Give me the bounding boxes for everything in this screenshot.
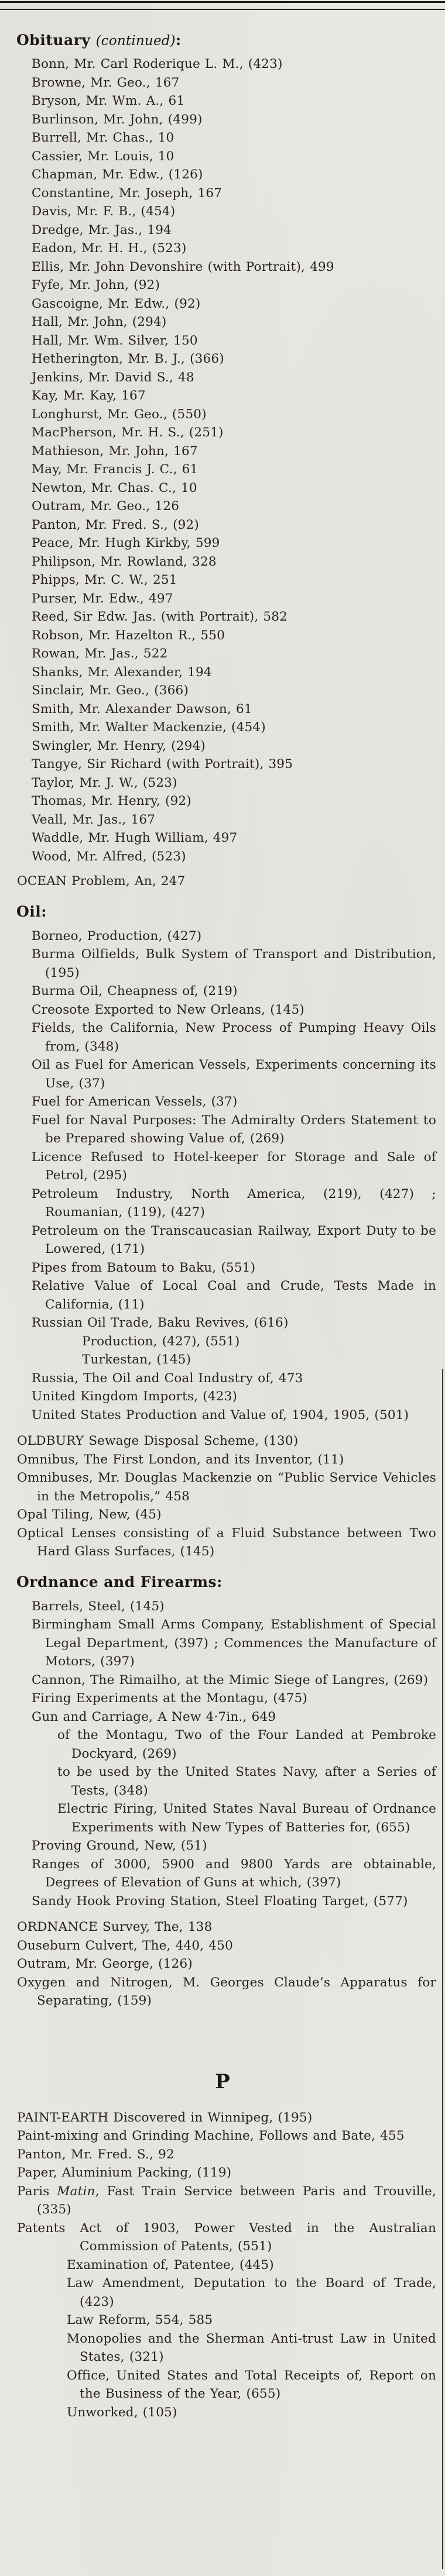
index-entry: Opal Tiling, New, (45) [17,1507,162,1522]
index-entry: Cannon, The Rimailho, at the Mimic Siege of Langres, (269) [32,1672,429,1688]
top-rule-thick [0,1,445,3]
section-ordnance [0,1572,445,1911]
index-entry [0,2182,445,2219]
index-entry: Office, United States and Total Receipts of, Report on the Business of the Year, (655) [67,2368,436,2401]
index-entry: OCEAN Problem, An, 247 [17,874,186,888]
index-entry: to be used by the United States Navy, after a Series of Tests, (348) [57,1765,436,1798]
index-entry: Law Reform, 554, 585 [67,2313,213,2327]
index-entry: MacPherson, Mr. H. S., (251) [32,425,224,440]
index-entry: Outram, Mr. George, (126) [17,1957,193,1971]
index-entry: Pipes from Batoum to Baku, (551) [32,1260,256,1275]
column-divider-rule [442,1369,443,2569]
index-entry: Burrell, Mr. Chas., 10 [32,130,174,145]
index-entry: Proving Ground, New, (51) [32,1838,207,1853]
index-entry: Hall, Mr. John, (294) [32,315,167,329]
index-entry: Smith, Mr. Walter Mackenzie, (454) [32,720,266,735]
index-entry: Burma Oilfields, Bulk System of Transport and Distribution, (195) [32,947,436,980]
index-entry: Production, (427), (551) [82,1334,240,1349]
index-entry: Swingler, Mr. Henry, (294) [32,738,206,753]
index-entry: Firing Experiments at the Montagu, (475) [32,1691,308,1706]
section-oil [0,902,445,1425]
index-entry: Fields, the California, New Process of Pumping Heavy Oils from, (348) [32,1021,436,1054]
index-entry: Examination of, Patentee, (445) [67,2257,274,2272]
index-entry: Barrels, Steel, (145) [32,1599,165,1614]
index-entry: Browne, Mr. Geo., 167 [32,75,180,90]
index-entry: Gun and Carriage, A New 4·7in., 649 [32,1709,276,1724]
index-entry: Licence Refused to Hotel-keeper for Storage and Sale of Petrol, (295) [32,1149,436,1183]
index-entry: Petroleum Industry, North America, (219), (427) ; Roumanian, (119), (427) [32,1186,436,1220]
section-letter-p [0,2070,445,2093]
index-entry: Waddle, Mr. Hugh William, 497 [32,831,238,845]
index-entry: Paper, Aluminium Packing, (119) [17,2165,232,2180]
index-entry: Creosote Exported to New Orleans, (145) [32,1002,305,1017]
index-entry: Wood, Mr. Alfred, (523) [32,849,186,864]
index-entry: Paint-mixing and Grinding Machine, Follows and Bate, 455 [17,2129,405,2143]
index-entry: Omnibus, The First London, and its Inventor, (11) [17,1452,344,1467]
letter-divider: P [215,2069,230,2093]
section-heading-title: Ordnance and Firearms: [16,1573,222,1590]
index-entry: Ouseburn Culvert, The, 440, 450 [17,1938,233,1953]
index-entry: Russian Oil Trade, Baku Revives, (616) [32,1315,289,1330]
index-entry: Thomas, Mr. Henry, (92) [32,794,191,808]
section-misc1 [0,1432,445,1561]
index-entry: Turkestan, (145) [82,1352,191,1367]
index-entry: Bonn, Mr. Carl Roderique L. M., (423) [32,57,283,71]
index-entry: Oil as Fuel for American Vessels, Experiments concerning its Use, (37) [32,1058,436,1091]
index-entry: Davis, Mr. F. B., (454) [32,204,176,219]
section-heading-continued: (continued) [95,33,176,49]
index-entry: United Kingdom Imports, (423) [32,1389,238,1404]
index-entry: Panton, Mr. Fred. S., (92) [32,517,200,532]
index-entry: Jenkins, Mr. David S., 48 [32,370,194,385]
section-heading-title: Oil: [16,903,47,920]
index-entry: Newton, Mr. Chas. C., 10 [32,480,197,495]
index-entry: Fuel for Naval Purposes: The Admiralty Orders Statement to be Prepared showing Value of, (269) [32,1113,436,1146]
index-entry: May, Mr. Francis J. C., 61 [32,462,198,477]
section-p [0,2109,445,2422]
section-heading-suffix: : [175,32,182,49]
index-entry: Unworked, (105) [67,2405,177,2420]
index-entry: Patents Act of 1903, Power Vested in the Australian Commission of Patents, (551) [17,2220,436,2254]
index-entry: Peace, Mr. Hugh Kirkby, 599 [32,536,220,550]
index-entry: Electric Firing, United States Naval Bureau of Ordnance Experiments with New Types of Batteries for, (655) [57,1802,436,1835]
index-entry-text: Paris [17,2184,57,2199]
index-entry: Dredge, Mr. Jas., 194 [32,222,172,237]
index-entry: Longhurst, Mr. Geo., (550) [32,407,207,422]
section-heading [0,902,445,922]
index-entry: Hall, Mr. Wm. Silver, 150 [32,333,198,348]
index-entry: Chapman, Mr. Edw., (126) [32,167,203,182]
section-ocean [0,872,445,891]
index-entry: Law Amendment, Deputation to the Board of Trade, (423) [67,2276,436,2309]
index-entry: Gascoigne, Mr. Edw., (92) [32,296,201,311]
index-entry: Sandy Hook Proving Station, Steel Floating Target, (577) [32,1893,408,1909]
index-entry: Sinclair, Mr. Geo., (366) [32,683,189,698]
index-column [0,25,445,2422]
index-entry: Burma Oil, Cheapness of, (219) [32,984,238,998]
index-entry: Constantine, Mr. Joseph, 167 [32,185,222,201]
index-entry: Eadon, Mr. H. H., (523) [32,241,187,256]
index-entry: Kay, Mr. Kay, 167 [32,388,146,403]
index-entry: Oxygen and Nitrogen, M. Georges Claude’s Apparatus for Separating, (159) [17,1975,436,2008]
index-entry: Reed, Sir Edw. Jas. (with Portrait), 582 [32,609,288,624]
index-entry: Philipson, Mr. Rowland, 328 [32,554,217,569]
index-entry: Taylor, Mr. J. W., (523) [32,775,177,790]
index-entry: Burlinson, Mr. John, (499) [32,112,203,127]
index-entry: Ranges of 3000, 5900 and 9800 Yards are obtainable, Degrees of Elevation of Guns at which, (397) [32,1857,436,1890]
index-entry: United States Production and Value of, 1904, 1905, (501) [32,1407,409,1423]
index-entry: Rowan, Mr. Jas., 522 [32,646,168,661]
index-entry: Ellis, Mr. John Devonshire (with Portrait), 499 [32,259,334,274]
index-entry: Russia, The Oil and Coal Industry of, 473 [32,1370,303,1386]
index-entry: Bryson, Mr. Wm. A., 61 [32,94,185,108]
index-entry: Hetherington, Mr. B. J., (366) [32,352,224,366]
index-entry: Fyfe, Mr. John, (92) [32,278,160,292]
index-entry: Relative Value of Local Coal and Crude, Tests Made in California, (11) [32,1279,436,1312]
index-entry-italic-text: Matin [57,2184,95,2199]
section-heading [0,1572,445,1592]
top-rule-thin [0,9,445,10]
section-heading [0,30,445,51]
index-entry: Tangye, Sir Richard (with Portrait), 395 [32,757,293,772]
index-entry: Shanks, Mr. Alexander, 194 [32,664,212,680]
index-entry: Borneo, Production, (427) [32,928,202,943]
index-entry: Purser, Mr. Edw., 497 [32,591,173,606]
section-obituary [0,30,445,866]
index-entry: Outram, Mr. Geo., 126 [32,499,180,514]
index-entry: of the Montagu, Two of the Four Landed at Pembroke Dockyard, (269) [57,1728,436,1761]
index-entry: Robson, Mr. Hazelton R., 550 [32,628,225,643]
index-entry: Birmingham Small Arms Company, Establishment of Special Legal Department, (397) ; Commences the Manufacture of Motors, (397) [32,1617,436,1669]
index-entry: Phipps, Mr. C. W., 251 [32,573,177,587]
index-entry: Omnibuses, Mr. Douglas Mackenzie on “Public Service Vehicles in the Metropolis,” 458 [17,1470,436,1504]
index-entry: OLDBURY Sewage Disposal Scheme, (130) [17,1434,299,1448]
section-misc2 [0,1918,445,2010]
index-entry: Monopolies and the Sherman Anti-trust Law in United States, (321) [67,2331,436,2364]
index-entry: PAINT-EARTH Discovered in Winnipeg, (195) [17,2110,313,2125]
index-entry: Panton, Mr. Fred. S., 92 [17,2147,174,2162]
index-entry: ORDNANCE Survey, The, 138 [17,1920,213,1934]
index-entry: Petroleum on the Transcaucasian Railway, Export Duty to be Lowered, (171) [32,1223,436,1256]
index-entry: Veall, Mr. Jas., 167 [32,812,156,827]
index-entry: Fuel for American Vessels, (37) [32,1094,238,1109]
index-entry-text: , Fast Train Service between Paris and Trouville, (335) [37,2184,436,2217]
index-entry: Mathieson, Mr. John, 167 [32,443,198,459]
section-heading-title: Obituary [16,32,91,49]
index-entry: Cassier, Mr. Louis, 10 [32,149,174,164]
index-entry: Optical Lenses consisting of a Fluid Substance between Two Hard Glass Surfaces, (145) [17,1525,436,1559]
index-entry: Smith, Mr. Alexander Dawson, 61 [32,701,252,717]
